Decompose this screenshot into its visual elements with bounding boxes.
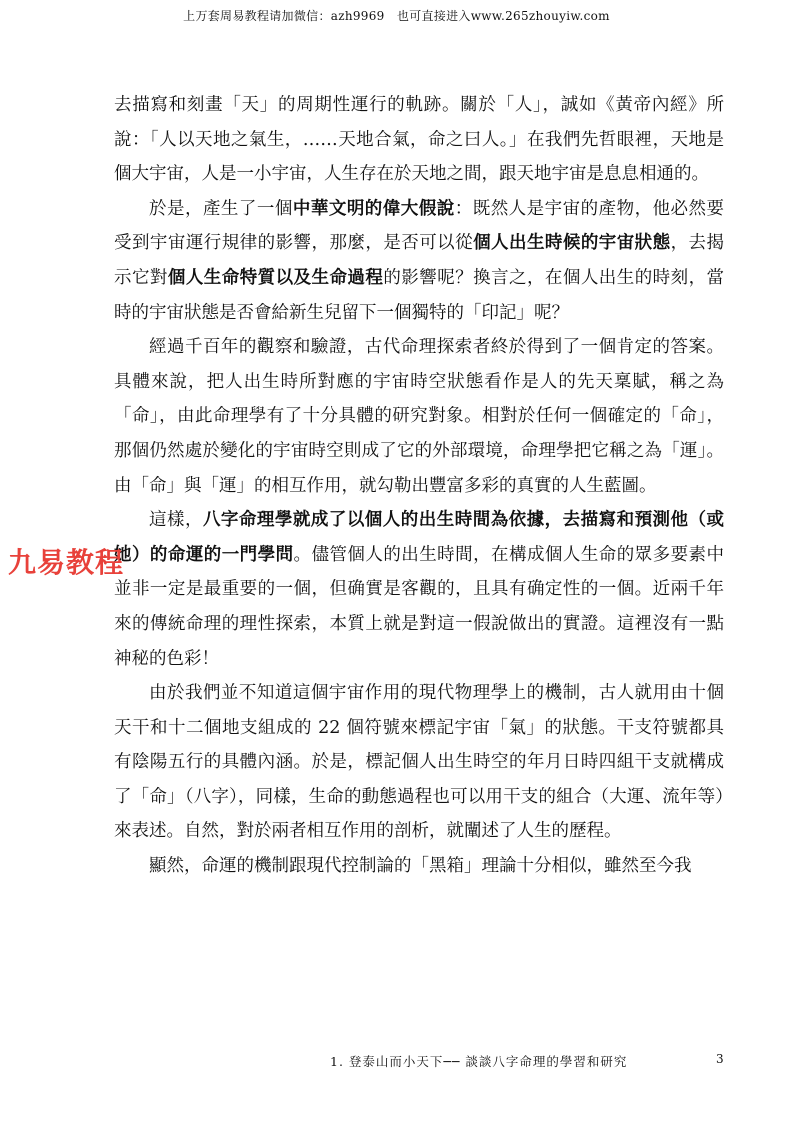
bold-phrase: 個人出生時候的宇宙狀態 xyxy=(473,233,671,254)
text-run: 於是，產生了一個 xyxy=(149,198,293,219)
text-run: 這樣， xyxy=(149,510,203,531)
page-header: 上万套周易教程请加微信：azh9969 也可直接进入www.265zhouyiw.com xyxy=(183,9,610,23)
article-body xyxy=(114,88,724,884)
page-footer: 1. 登泰山而小天下── 談談八字命理的學習和研究 xyxy=(330,1054,628,1069)
watermark-logo: 九易教程 xyxy=(8,546,125,579)
text-run: 。儘管個人的出生時間，在構成個人生命的眾多要素中並非一定是最重要的一個，但确實是客觀的，且具有确定性的一個。近兩千年來的傳統命理的理性探索，本質上就是對這一假說做出的實證。這裡沒有一點神秘的色彩！ xyxy=(114,544,724,669)
paragraph-3 xyxy=(114,330,724,503)
text-run: ，去揭示它對 xyxy=(114,233,725,288)
text-run: 經過千百年的觀察和驗證，古代命理探索者終於得到了一個肯定的答案。具體來說，把人出生時所對應的宇宙時空狀態看作是人的先天稟賦，稱之為「命」，由此命理學有了十分具體的研究對象。相對於任何一個確定的「命」，那個仍然處於變化的宇宙時空則成了它的外部環境，命理學把它稱之為「運」。由「命」與「運」的相互作用，就勾勒出豐富多彩的真實的人生藍圖。 xyxy=(114,337,724,496)
paragraph-2 xyxy=(114,192,724,330)
text-run: 顯然，命運的機制跟現代控制論的「黑箱」理論十分相似，雖然至今我 xyxy=(149,856,692,877)
paragraph-6 xyxy=(114,849,724,884)
text-run: ：既然人是宇宙的產物，他必然要受到宇宙運行規律的影響，那麼，是否可以從 xyxy=(114,198,725,254)
page-number: 3 xyxy=(716,1052,724,1066)
bold-phrase: 八字命理學就成了以個人的出生時間為依據，去描寫和預測他（或她）的命運的一門學問 xyxy=(114,510,724,565)
text-run: 去描寫和刻畫「天」的周期性運行的軌跡。關於「人」，誠如《黃帝內經》所說：「人以天地之氣生，……天地合氣，命之曰人。」在我們先哲眼裡，天地是個大宇宙，人是一小宇宙，人生存在於天地之間，跟天地宇宙是息息相通的。 xyxy=(114,95,724,185)
paragraph-4 xyxy=(114,503,724,676)
text-run: 的影響呢？換言之，在個人出生的時刻，當時的宇宙狀態是否會給新生兒留下一個獨特的「印記」呢？ xyxy=(114,267,725,323)
bold-phrase: 個人生命特質以及生命過程 xyxy=(167,267,384,288)
text-run: 由於我們並不知道這個宇宙作用的現代物理學上的機制，古人就用由十個天干和十二個地支組成的 22 個符號來標記宇宙「氣」的狀態。干支符號都具有陰陽五行的具體內涵。於是，標記個人出生時空的年月日時四組干支就構成了「命」（八字），同樣，生命的動態過程也可以用干支的組合（大運、流年等）來表述。自然，對於兩者相互作用的剖析，就闡述了人生的歷程。 xyxy=(114,683,724,842)
paragraph-5 xyxy=(114,676,724,849)
paragraph-1 xyxy=(114,88,724,192)
bold-phrase: 中華文明的偉大假說 xyxy=(292,198,455,219)
